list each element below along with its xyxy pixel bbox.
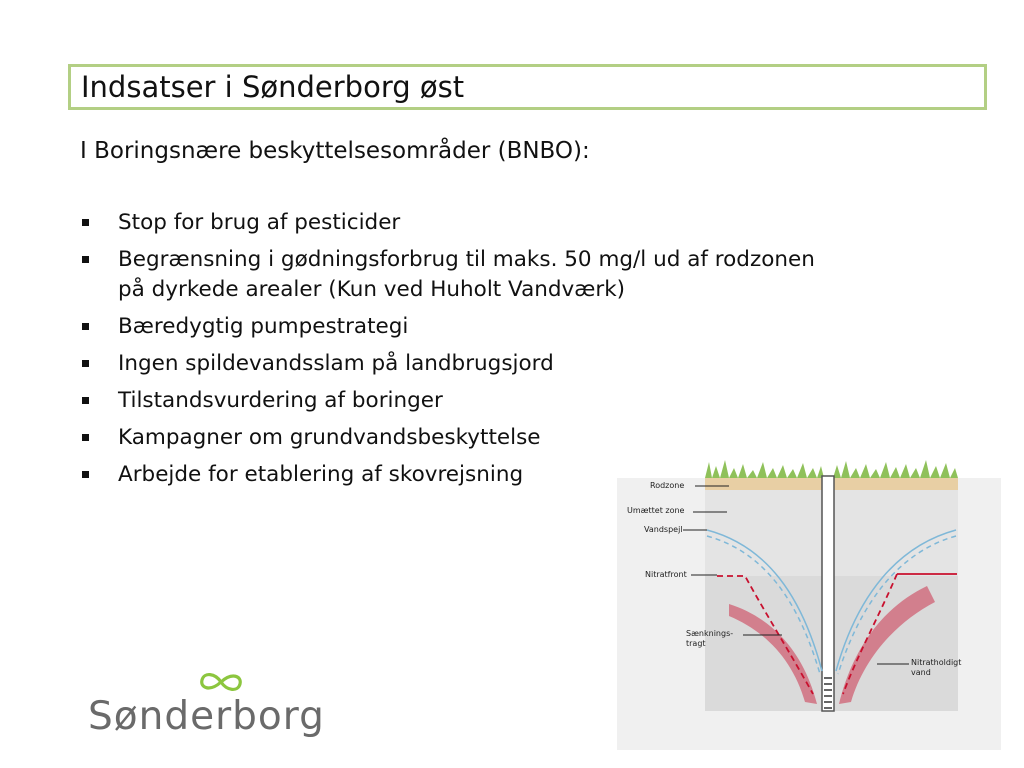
bullet-text: Stop for brug af pesticider [118,210,401,235]
bullet-square-icon [82,323,89,330]
infinity-icon [196,668,246,696]
bullet-square-icon [82,434,89,441]
well-cone-diagram [617,456,1001,750]
bullet-text-continued: på dyrkede arealer (Kun ved Huholt Vandværk) [118,277,626,302]
bullet-list [80,208,980,497]
bullet-item [80,245,980,305]
label-nitratholdigt-line1: Nitratholdigt [911,658,962,667]
bullet-square-icon [82,471,89,478]
label-nitratholdigt-vand [911,658,961,678]
label-nitratfront: Nitratfront [645,570,687,579]
bullet-square-icon [82,219,89,226]
bullet-item [80,312,980,342]
slide-subtitle: I Boringsnære beskyttelsesområder (BNBO): [80,138,590,164]
label-saenkningstragt [686,629,733,649]
logo-wordmark: Sønderborg [88,694,325,739]
bullet-square-icon [82,397,89,404]
bullet-square-icon [82,360,89,367]
sonderborg-logo [88,664,325,754]
label-rodzone: Rodzone [650,481,685,490]
bullet-text: Bæredygtig pumpestrategi [118,314,409,339]
label-umaettet-zone: Umættet zone [627,506,685,515]
bullet-square-icon [82,256,89,263]
label-nitratholdigt-line2: vand [911,668,931,677]
bullet-text: Tilstandsvurdering af boringer [118,388,443,413]
bullet-item [80,386,980,416]
slide-title-box [68,64,987,110]
bullet-text: Ingen spildevandsslam på landbrugsjord [118,351,554,376]
bullet-item [80,208,980,238]
label-saenkningstragt-line1: Sænknings- [686,629,734,638]
bullet-text: Begrænsning i gødningsforbrug til maks. 50 mg/l ud af rodzonen [118,247,815,272]
bullet-item [80,349,980,379]
label-saenkningstragt-line2: tragt [686,639,706,648]
bullet-item [80,423,980,453]
bullet-text: Arbejde for etablering af skovrejsning [118,462,524,487]
slide-title: Indsatser i Sønderborg øst [81,70,465,104]
bullet-text: Kampagner om grundvandsbeskyttelse [118,425,541,450]
label-vandspejl: Vandspejl [644,525,683,534]
